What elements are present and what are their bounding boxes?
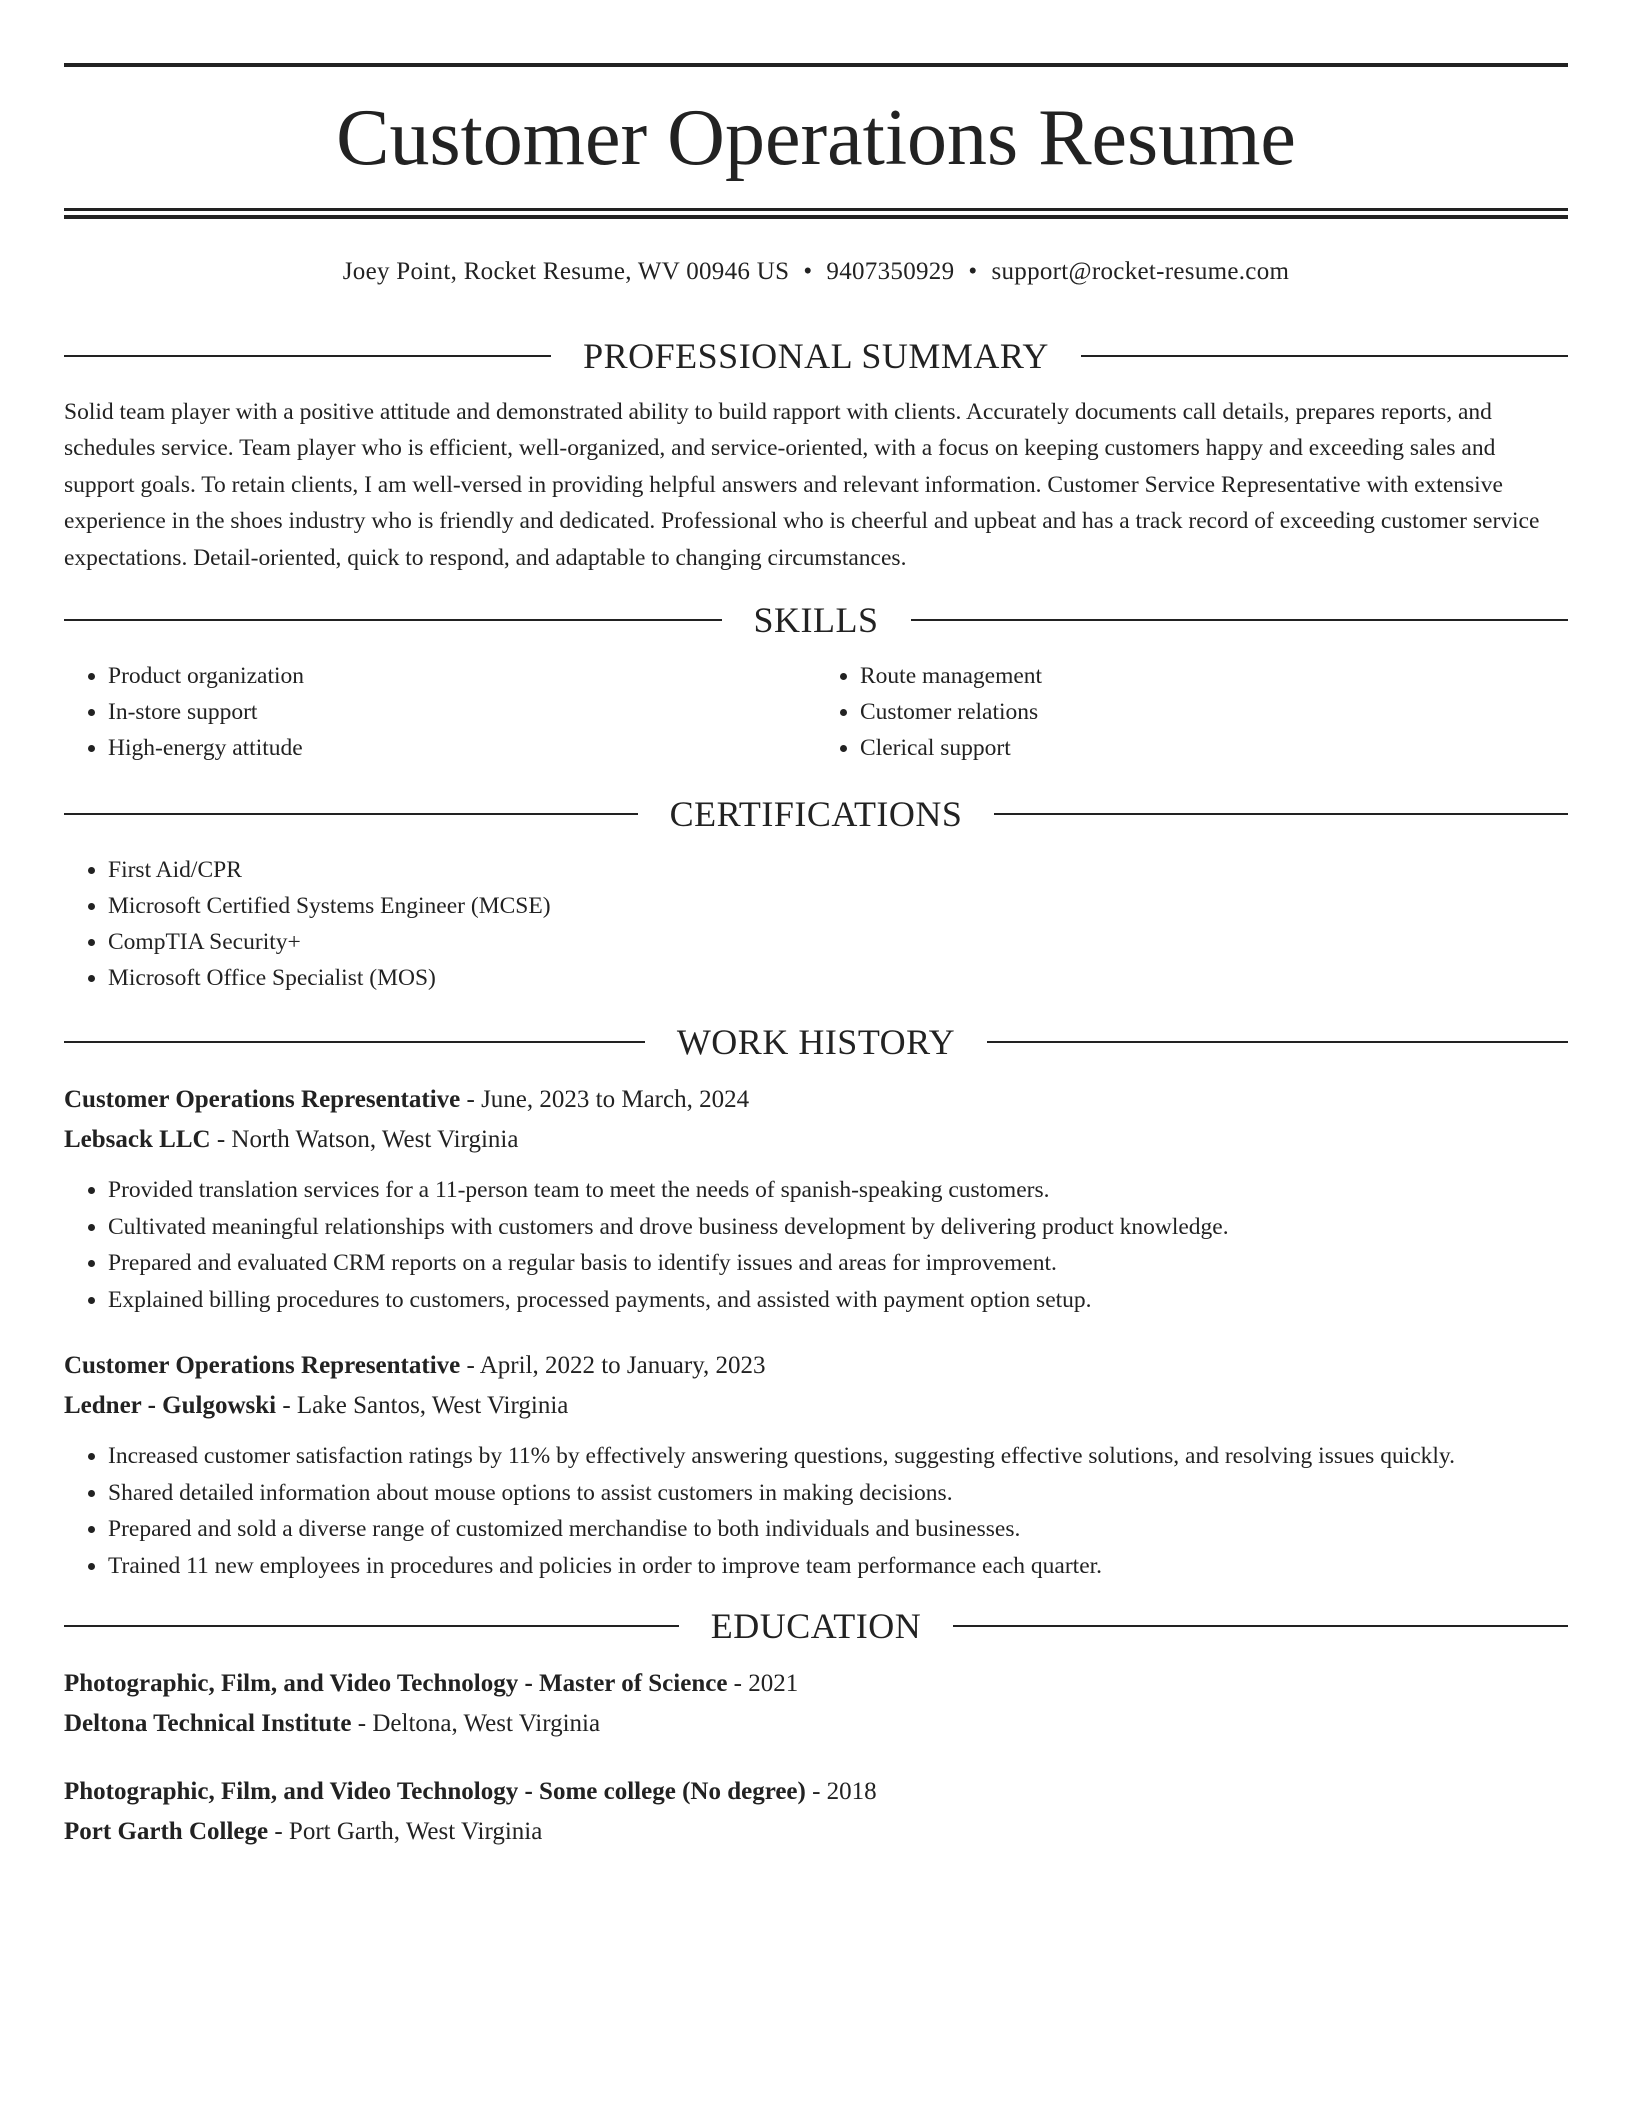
school-name: Port Garth College [64,1818,269,1846]
contact-line [64,254,1568,290]
education-section [64,1600,1568,1852]
job-bullet: • Explained billing procedures to customers, processed payments, and assisted with payment option setup. [108,1282,1568,1319]
section-heading-work-history [64,1016,1568,1068]
skill-item: • Product organization [108,658,816,694]
skills-section [64,594,1568,766]
company-location: - North Watson, West Virginia [210,1126,519,1154]
education-entry [64,1664,1568,1744]
certifications-list [64,852,1568,996]
section-heading-skills [64,594,1568,646]
section-heading-text: SKILLS [753,600,879,641]
job-dates: - April, 2022 to January, 2023 [460,1352,766,1380]
heading-rule-left [64,1041,645,1043]
job-bullet: • Increased customer satisfaction ratings by 11% by effectively answering questions, suggesting effective solutions, and resolving issues quickly. [108,1438,1568,1475]
certification-item: • Microsoft Office Specialist (MOS) [108,960,1568,996]
heading-rule-right [987,1041,1568,1043]
job-bullet: • Trained 11 new employees in procedures and policies in order to improve team performance each quarter. [108,1548,1568,1585]
school-line [64,1704,1568,1744]
school-name: Deltona Technical Institute [64,1710,352,1738]
section-heading-text: EDUCATION [710,1606,922,1647]
heading-rule-right [1081,355,1568,357]
certification-item: • Microsoft Certified Systems Engineer (MCSE) [108,888,1568,924]
contact-email: support@rocket-resume.com [991,258,1290,285]
job-bullets [64,1438,1568,1584]
skill-item: • Route management [860,658,1568,694]
job-entry [64,1346,1568,1584]
school-location: - Port Garth, West Virginia [268,1818,543,1846]
job-title-line [64,1346,1568,1386]
job-bullet: • Cultivated meaningful relationships with customers and drove business development by delivering product knowledge. [108,1209,1568,1246]
contact-separator: • [803,258,813,285]
school-location: - Deltona, West Virginia [351,1710,601,1738]
skills-list-right [816,658,1568,766]
job-bullet: • Provided translation services for a 11-person team to meet the needs of spanish-speaking customers. [108,1172,1568,1209]
job-bullet: • Prepared and sold a diverse range of customized merchandise to both individuals and businesses. [108,1511,1568,1548]
heading-rule-left [64,355,551,357]
section-heading-education [64,1600,1568,1652]
skill-item: • Clerical support [860,730,1568,766]
degree-year: - 2021 [727,1670,799,1698]
certification-item: • First Aid/CPR [108,852,1568,888]
degree-year: - 2018 [805,1778,877,1806]
degree-line [64,1664,1568,1704]
heading-rule-right [994,813,1568,815]
page-title: Customer Operations Resume [336,94,1296,182]
contact-phone: 9407350929 [826,258,955,285]
company-name: Lebsack LLC [64,1126,211,1154]
job-entry [64,1080,1568,1318]
summary-section [64,330,1568,576]
company-location: - Lake Santos, West Virginia [276,1392,569,1420]
title-double-rule [64,208,1568,219]
heading-rule-left [64,1625,679,1627]
certifications-section [64,788,1568,996]
skill-item: • In-store support [108,694,816,730]
heading-rule-right [953,1625,1568,1627]
job-title: Customer Operations Representative [64,1086,461,1114]
skill-item: • High-energy attitude [108,730,816,766]
degree-name: Photographic, Film, and Video Technology - Some college (No degree) [64,1778,806,1806]
skills-list-left [64,658,816,766]
degree-line [64,1772,1568,1812]
job-dates: - June, 2023 to March, 2024 [460,1086,750,1114]
summary-text: Solid team player with a positive attitude and demonstrated ability to build rapport with clients. Accurately documents call details, prepares reports, and schedules service. Team player who is efficient, well-organized, and service-oriented, with a focus on keeping customers happy and exceeding sales and support goals. To retain clients, I am well-versed in providing helpful answers and relevant information. Customer Service Representative with extensive experience in the shoes industry who is friendly and dedicated. Professional who is cheerful and upbeat and has a track record of exceeding customer service expectations. Detail-oriented, quick to respond, and adaptable to changing circumstances. [64,399,1540,571]
certification-item: • CompTIA Security+ [108,924,1568,960]
job-bullets [64,1172,1568,1318]
section-heading-text: CERTIFICATIONS [669,794,963,835]
degree-name: Photographic, Film, and Video Technology - Master of Science [64,1670,728,1698]
heading-rule-right [911,619,1569,621]
contact-address: Joey Point, Rocket Resume, WV 00946 US [342,258,790,285]
heading-rule-left [64,619,722,621]
work-history-section [64,1016,1568,1584]
school-line [64,1812,1568,1852]
section-heading-text: WORK HISTORY [676,1022,956,1063]
job-title: Customer Operations Representative [64,1352,461,1380]
top-rule [64,63,1568,67]
job-title-line [64,1080,1568,1120]
company-name: Ledner - Gulgowski [64,1392,277,1420]
education-entry [64,1772,1568,1852]
skills-columns [64,658,1568,766]
company-line [64,1120,1568,1160]
heading-rule-left [64,813,638,815]
job-bullet: • Shared detailed information about mouse options to assist customers in making decisions. [108,1475,1568,1512]
job-bullet: • Prepared and evaluated CRM reports on a regular basis to identify issues and areas for improvement. [108,1245,1568,1282]
skill-item: • Customer relations [860,694,1568,730]
section-heading-summary [64,330,1568,382]
resume-body [64,330,1568,1852]
contact-separator: • [968,258,978,285]
section-heading-text: PROFESSIONAL SUMMARY [583,336,1049,376]
section-heading-certifications [64,788,1568,840]
company-line [64,1386,1568,1426]
